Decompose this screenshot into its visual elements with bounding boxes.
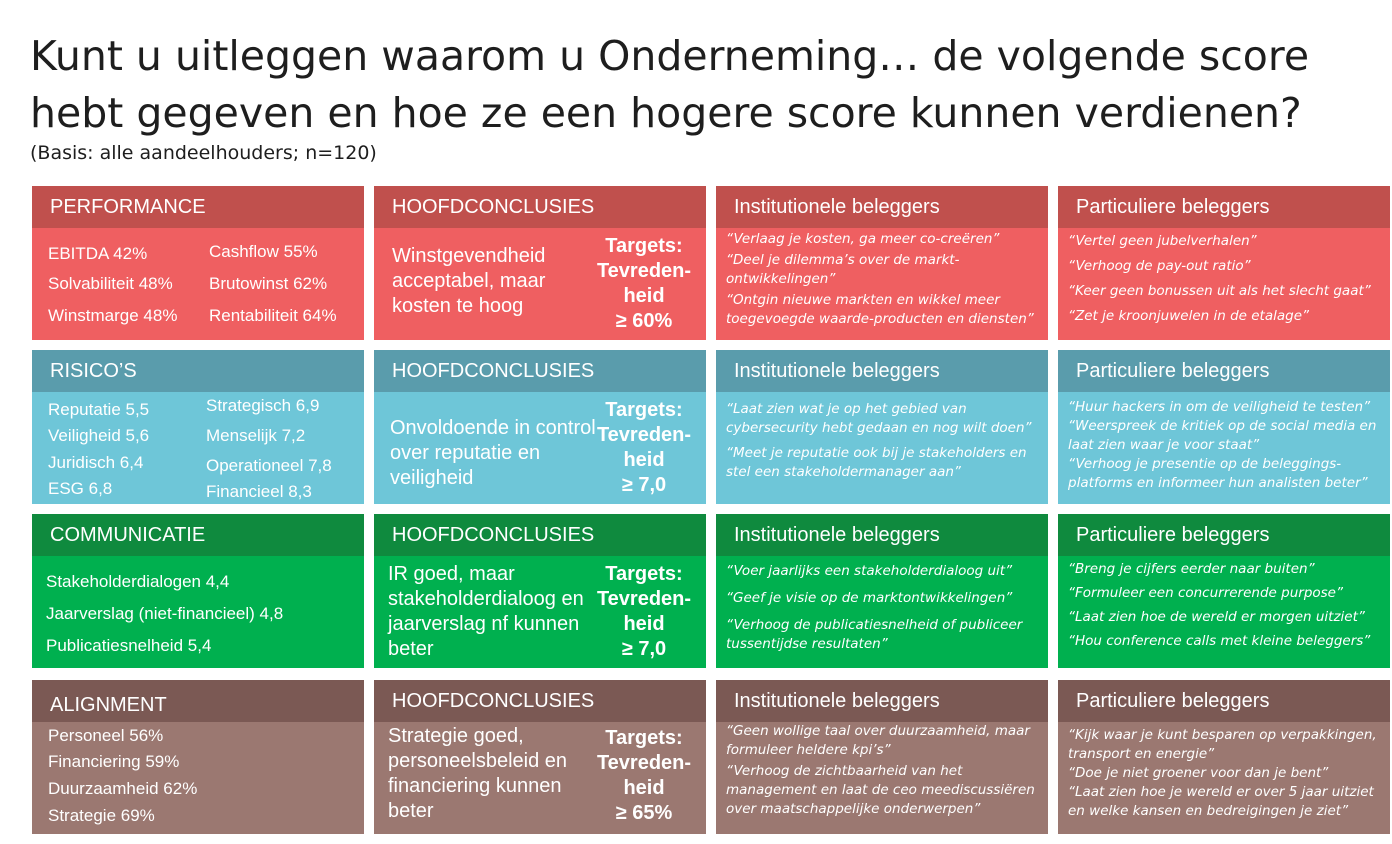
panel-conclusions — [374, 514, 706, 668]
panel-private — [1058, 186, 1390, 340]
quote: “Hou conference calls met kleine beleggers” — [1068, 633, 1371, 649]
quote: “Zet je kroonjuwelen in de etalage” — [1068, 308, 1310, 324]
metric-item: EBITDA 42% — [48, 244, 148, 263]
conclusions-header: HOOFDCONCLUSIES — [374, 350, 706, 392]
quote: “Geef je visie op de marktontwikkelingen” — [726, 590, 1013, 606]
private-header: Particuliere beleggers — [1058, 680, 1390, 722]
target-value: ≥ 7,0 — [621, 474, 667, 496]
quote: “Formuleer een concurrerende purpose” — [1068, 585, 1343, 601]
quote: “Deel je dilemma’s over de markt-ontwikkelingen” — [726, 252, 960, 287]
conclusion-text: IR goed, maar stakeholderdialoog en jaarverslag nf kunnen beter — [388, 563, 584, 660]
private-header: Particuliere beleggers — [1058, 350, 1390, 392]
target-label: heid — [623, 285, 665, 307]
target-label: Targets: — [605, 727, 683, 749]
target-label: heid — [623, 449, 665, 471]
target-label: Tevreden- — [596, 588, 692, 610]
metric-item: Stakeholderdialogen 4,4 — [46, 572, 230, 591]
metric-item: Solvabiliteit 48% — [48, 274, 173, 293]
target-label: Targets: — [605, 235, 683, 257]
panel-alignment — [32, 680, 364, 834]
metric-item: Cashflow 55% — [209, 242, 318, 261]
target-block — [590, 562, 698, 662]
quote: “Verhoog de zichtbaarheid van het management en laat de ceo meediscussiëren over maatschappelijke onderwerpen” — [726, 763, 1035, 817]
quote: “Breng je cijfers eerder naar buiten” — [1068, 561, 1315, 577]
metric-item: Jaarverslag (niet-financieel) 4,8 — [46, 604, 284, 623]
conclusions-header: HOOFDCONCLUSIES — [374, 186, 706, 228]
metric-item: Financieel 8,3 — [206, 482, 312, 501]
target-label: Tevreden- — [596, 752, 692, 774]
metric-item: Strategisch 6,9 — [206, 396, 320, 415]
quote: “Voer jaarlijks een stakeholderdialoog uit” — [726, 563, 1013, 579]
metric-item: Rentabiliteit 64% — [209, 306, 337, 325]
conclusions-header: HOOFDCONCLUSIES — [374, 514, 706, 556]
target-block — [590, 726, 698, 826]
panel-institutional — [716, 350, 1048, 504]
conclusion-text: Onvoldoende in control over reputatie en veiligheid — [390, 417, 596, 489]
metric-item: Operationeel 7,8 — [206, 456, 332, 475]
metric-item: Juridisch 6,4 — [48, 453, 144, 472]
metric-item: Duurzaamheid 62% — [48, 779, 198, 798]
institutional-header: Institutionele beleggers — [716, 680, 1048, 722]
quote: “Verlaag je kosten, ga meer co-creëren” — [726, 231, 1000, 247]
target-label: heid — [623, 613, 665, 635]
category-header: ALIGNMENT — [32, 680, 364, 722]
target-value: ≥ 65% — [615, 802, 673, 824]
quote: “Laat zien hoe je wereld er over 5 jaar uitziet en welke kansen en bedreigingen je ziet” — [1068, 784, 1374, 819]
institutional-header: Institutionele beleggers — [716, 186, 1048, 228]
panel-institutional — [716, 186, 1048, 340]
private-header: Particuliere beleggers — [1058, 186, 1390, 228]
target-value: ≥ 60% — [615, 310, 673, 332]
metric-item: Personeel 56% — [48, 726, 164, 745]
conclusion-text: Winstgevendheid acceptabel, maar kosten te hoog — [392, 245, 546, 317]
quote: “Meet je reputatie ook bij je stakeholders en stel een stakeholdermanager aan” — [726, 445, 1027, 480]
quote: “Laat zien wat je op het gebied van cybersecurity hebt gedaan en nog wilt doen” — [726, 401, 1032, 436]
target-value: ≥ 7,0 — [621, 638, 667, 660]
quote: “Huur hackers in om de veiligheid te testen” — [1068, 399, 1371, 415]
quote: “Kijk waar je kunt besparen op verpakkingen, transport en energie” — [1068, 727, 1377, 762]
panel-conclusions — [374, 186, 706, 340]
panel-communication — [32, 514, 364, 668]
target-label: Tevreden- — [596, 424, 692, 446]
panel-conclusions — [374, 680, 706, 834]
category-header: RISICO’S — [32, 350, 364, 392]
conclusions-header: HOOFDCONCLUSIES — [374, 680, 706, 722]
panel-private — [1058, 680, 1390, 834]
metric-item: Publicatiesnelheid 5,4 — [46, 636, 212, 655]
panel-institutional — [716, 514, 1048, 668]
quote: “Geen wollige taal over duurzaamheid, maar formuleer heldere kpi’s” — [726, 723, 1030, 758]
private-header: Particuliere beleggers — [1058, 514, 1390, 556]
quote: “Ontgin nieuwe markten en wikkel meer toegevoegde waarde-producten en diensten” — [726, 292, 1034, 327]
institutional-header: Institutionele beleggers — [716, 350, 1048, 392]
panel-private — [1058, 514, 1390, 668]
category-header: COMMUNICATIE — [32, 514, 364, 556]
quote: “Verhoog de publicatiesnelheid of publiceer tussentijdse resultaten” — [726, 617, 1023, 652]
metric-item: Brutowinst 62% — [209, 274, 328, 293]
institutional-header: Institutionele beleggers — [716, 514, 1048, 556]
panel-performance — [32, 186, 364, 340]
panel-conclusions — [374, 350, 706, 504]
metric-item: Menselijk 7,2 — [206, 426, 306, 445]
quote: “Vertel geen jubelverhalen” — [1068, 233, 1257, 249]
quote: “Verhoog je presentie op de beleggings-platforms en informeer hun analisten beter” — [1068, 456, 1368, 491]
quote: “Weerspreek de kritiek op de social media en laat zien waar je voor staat” — [1068, 418, 1377, 453]
metric-item: Winstmarge 48% — [48, 306, 178, 325]
target-label: Tevreden- — [596, 260, 692, 282]
target-block — [590, 398, 698, 498]
category-header: PERFORMANCE — [32, 186, 364, 228]
metric-item: Reputatie 5,5 — [48, 400, 150, 419]
target-label: Targets: — [605, 399, 683, 421]
target-label: Targets: — [605, 563, 683, 585]
panel-institutional — [716, 680, 1048, 834]
target-block — [590, 234, 698, 334]
quote: “Doe je niet groener voor dan je bent” — [1068, 765, 1329, 781]
metric-item: Strategie 69% — [48, 806, 155, 825]
metric-item: Veiligheid 5,6 — [48, 426, 150, 445]
quote: “Laat zien hoe de wereld er morgen uitziet” — [1068, 609, 1365, 625]
panel-private — [1058, 350, 1390, 504]
quote: “Verhoog de pay-out ratio” — [1068, 258, 1251, 274]
panel-risks — [32, 350, 364, 504]
metric-item: ESG 6,8 — [48, 479, 113, 498]
page-title: Kunt u uitleggen waarom u Onderneming… de volgende score hebt gegeven en hoe ze een hogere score kunnen verdienen? — [30, 32, 1310, 137]
target-label: heid — [623, 777, 665, 799]
metric-item: Financiering 59% — [48, 752, 180, 771]
quote: “Keer geen bonussen uit als het slecht gaat” — [1068, 283, 1371, 299]
page-subtitle: (Basis: alle aandeelhouders; n=120) — [30, 142, 377, 164]
conclusion-text: Strategie goed, personeelsbeleid en financiering kunnen beter — [388, 725, 568, 822]
